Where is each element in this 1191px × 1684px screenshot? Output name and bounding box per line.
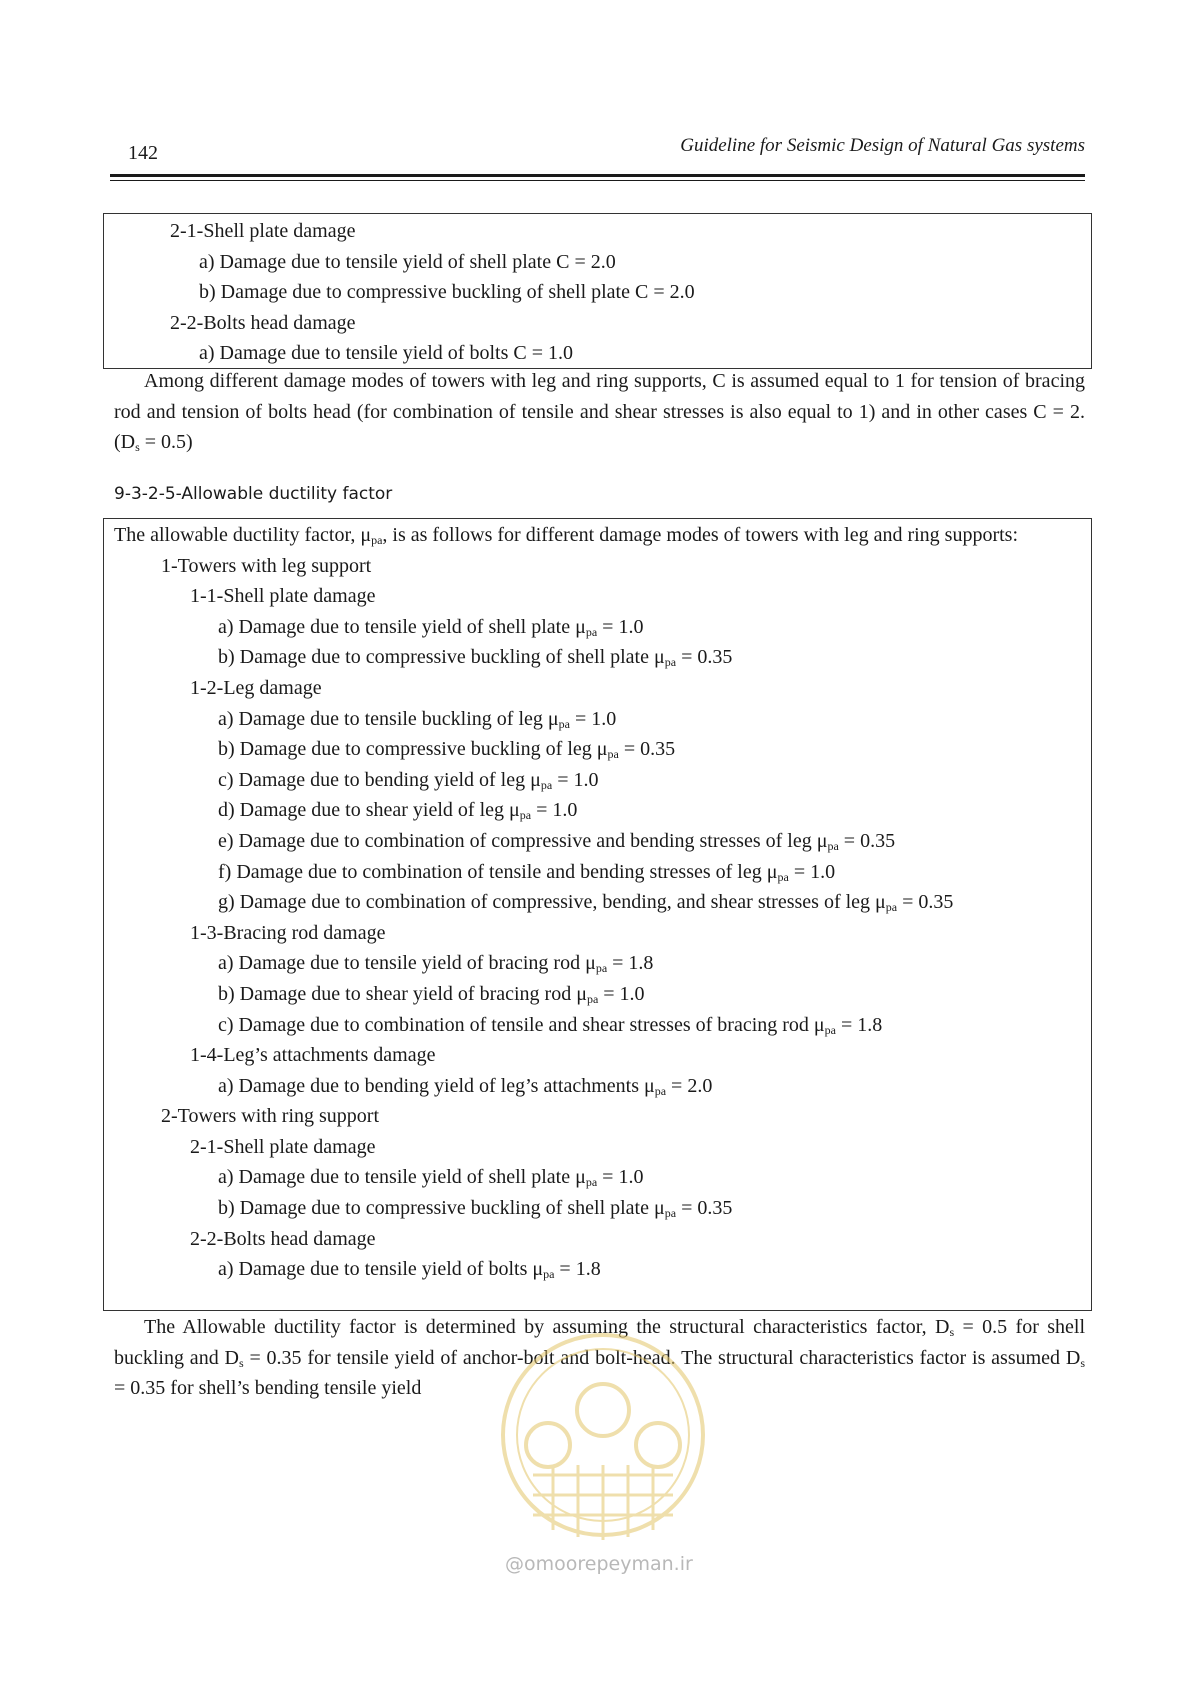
box2-line-text: 2-2-Bolts head damage — [190, 1227, 376, 1250]
header-rule-thin — [110, 180, 1085, 181]
mu-subscript: pa — [824, 1022, 836, 1037]
para1-text: Among different damage modes of towers with leg and ring supports, C is assumed equal to 1 for tension of bracing rod and tension of bolts head (for combination of tensile and shear stresses is also equal to 1) and in other cases C = 2. (D — [114, 370, 1085, 453]
mu-subscript: pa — [540, 777, 553, 792]
mu-subscript: pa — [607, 747, 619, 762]
box2-line-text: a) Damage due to tensile yield of shell plate — [218, 1166, 576, 1189]
box2-line-value: = 0.35 — [676, 1197, 733, 1220]
box2-line — [104, 1162, 1091, 1193]
mu-symbol: μ — [575, 615, 586, 638]
box2-line-value: = 0.35 — [897, 891, 954, 914]
gear-emblem-icon — [493, 1315, 713, 1565]
box2-line — [104, 612, 1091, 643]
box2-line-value: = 1.8 — [835, 1013, 883, 1036]
mu-symbol: μ — [643, 1074, 655, 1097]
box2-line-text: b) Damage due to compressive buckling of shell plate — [218, 646, 654, 669]
box2-line-text: 1-1-Shell plate damage — [190, 585, 376, 608]
para1-tail: = 0.5) — [139, 431, 193, 453]
box2-line-text: a) Damage due to bending yield of leg’s attachments — [218, 1074, 644, 1097]
box2-line — [104, 765, 1091, 796]
box2-line-text: f) Damage due to combination of tensile and bending stresses of leg — [218, 860, 767, 883]
box2-line — [104, 551, 1091, 582]
watermark-url: @omoorepeyman.ir — [505, 1553, 693, 1575]
mu-symbol: μ — [654, 1197, 665, 1220]
box1-line: a) Damage due to tensile yield of shell plate C = 2.0 — [199, 250, 616, 273]
running-title: Guideline for Seismic Design of Natural Gas systems — [680, 135, 1085, 156]
box1-line: a) Damage due to tensile yield of bolts C = 1.0 — [199, 342, 573, 365]
mu-symbol: μ — [576, 982, 587, 1005]
box2-line-value: = 1.8 — [607, 952, 654, 975]
section-heading: 9-3-2-5-Allowable ductility factor — [114, 484, 393, 504]
box2-line-value: = 1.0 — [788, 860, 836, 883]
box2-line — [104, 979, 1091, 1010]
box1-line: 2-2-Bolts head damage — [170, 311, 356, 334]
box2-line — [104, 1193, 1091, 1224]
box2-line-value: = 1.0 — [552, 768, 599, 791]
box-ductility-factors — [103, 518, 1092, 1311]
box2-line-text: c) Damage due to bending yield of leg — [218, 768, 531, 791]
mu-symbol: μ — [547, 707, 559, 730]
box2-line-text: a) Damage due to tensile yield of bolts — [218, 1258, 533, 1281]
box2-line — [104, 642, 1091, 673]
box2-line — [104, 1071, 1091, 1102]
mu-symbol: μ — [816, 829, 828, 852]
mu-subscript: pa — [585, 1175, 598, 1190]
paragraph-c-explanation — [114, 366, 1085, 458]
mu-subscript: pa — [885, 900, 898, 915]
box2-line — [104, 673, 1091, 704]
para2-sub3: s — [1080, 1355, 1085, 1370]
para2-sub1: s — [949, 1325, 955, 1339]
box2-line — [104, 1132, 1091, 1163]
box2-line — [104, 581, 1091, 612]
mu-subscript: pa — [558, 716, 570, 731]
box2-line — [104, 795, 1091, 826]
page-number: 142 — [128, 142, 158, 164]
header-rule-thick — [110, 174, 1085, 177]
box2-line-text: 1-Towers with leg support — [161, 554, 372, 577]
box2-line-text: a) Damage due to tensile yield of bracing rod — [218, 952, 586, 975]
box2-line — [104, 1254, 1091, 1285]
mu-subscript: pa — [586, 991, 599, 1006]
box2-line-value: = 0.35 — [618, 738, 676, 761]
mu-symbol: μ — [596, 738, 608, 761]
para1-sub: s — [135, 440, 140, 454]
mu-symbol: μ — [575, 1166, 586, 1189]
para2-sub2: s — [238, 1355, 244, 1370]
box2-line — [104, 948, 1091, 979]
box2-line — [104, 918, 1091, 949]
box2-line — [104, 1224, 1091, 1255]
box2-line-text: d) Damage due to shear yield of leg — [218, 799, 510, 822]
box2-line-text: a) Damage due to tensile yield of shell plate — [218, 615, 576, 638]
box2-line — [104, 734, 1091, 765]
mu-symbol: μ — [654, 646, 665, 669]
box1-line: 2-1-Shell plate damage — [170, 220, 356, 242]
box2-line-value: = 1.0 — [597, 1166, 644, 1189]
box2-line — [104, 1040, 1091, 1071]
mu-symbol: μ — [766, 860, 778, 883]
box2-line-value: = 1.0 — [598, 982, 645, 1005]
box2-lines — [104, 551, 1091, 1285]
box2-line — [104, 857, 1091, 888]
mu-subscript: pa — [777, 869, 789, 884]
box2-line — [104, 1010, 1091, 1041]
box2-line — [104, 826, 1091, 857]
mu-symbol: μ — [875, 891, 886, 914]
box2-line-text: a) Damage due to tensile buckling of leg — [218, 707, 548, 730]
box1-line: b) Damage due to compressive buckling of shell plate C = 2.0 — [199, 281, 695, 304]
box2-line — [104, 887, 1091, 918]
mu-subscript: pa — [664, 655, 677, 670]
mu-subscript: pa — [543, 1267, 555, 1282]
mu-subscript: pa — [827, 838, 839, 853]
mu-symbol: μ — [532, 1258, 544, 1281]
box2-line-text: b) Damage due to shear yield of bracing rod — [218, 982, 577, 1005]
box2-line-text: 2-1-Shell plate damage — [190, 1135, 376, 1158]
box2-line-text: 1-2-Leg damage — [190, 676, 322, 699]
box-damage-c-values — [103, 213, 1092, 369]
box2-intro-b: , is as follows for different damage modes of towers with leg and ring supports: — [382, 524, 1019, 546]
para2-d: = 0.35 for shell’s bending tensile yield — [114, 1377, 422, 1399]
mu-subscript: pa — [585, 624, 598, 639]
box2-line-text: b) Damage due to compressive buckling of leg — [218, 738, 597, 761]
box2-line-value: = 1.0 — [597, 615, 644, 638]
mu-subscript: pa — [654, 1083, 667, 1098]
mu-subscript: pa — [595, 961, 608, 976]
box2-line-value: = 0.35 — [838, 829, 896, 852]
mu-subscript: pa — [519, 808, 532, 823]
mu-symbol: μ — [813, 1013, 825, 1036]
box2-line-text: 1-3-Bracing rod damage — [190, 921, 386, 944]
mu-subscript: pa — [664, 1206, 677, 1221]
box2-line-text: 2-Towers with ring support — [161, 1105, 380, 1128]
box2-line-value: = 1.0 — [531, 799, 578, 822]
box2-line-value: = 0.35 — [676, 646, 733, 669]
box2-intro-a: The allowable ductility factor, μ — [114, 524, 372, 546]
para2-a: The Allowable ductility factor is determined by assuming the structural characteristics factor, D — [144, 1316, 950, 1338]
box2-line — [104, 1101, 1091, 1132]
box2-line-text: g) Damage due to combination of compressive, bending, and shear stresses of leg — [218, 891, 876, 914]
box2-line-text: 1-4-Leg’s attachments damage — [190, 1044, 436, 1067]
box2-intro-sub: pa — [371, 533, 383, 547]
box2-line-value: = 1.0 — [569, 707, 617, 730]
box2-line — [104, 704, 1091, 735]
box2-line-text: c) Damage due to combination of tensile and shear stresses of bracing rod — [218, 1013, 814, 1036]
mu-symbol: μ — [530, 768, 541, 791]
para2-c: = 0.35 for tensile yield of anchor-bolt and bolt-head. The structural characteristics factor is assumed D — [243, 1346, 1081, 1369]
box2-line-text: b) Damage due to compressive buckling of shell plate — [218, 1197, 654, 1220]
para2-b: = 0.5 for shell buckling and D — [114, 1316, 1086, 1369]
box2-line-value: = 2.0 — [666, 1074, 713, 1097]
mu-symbol: μ — [585, 952, 596, 975]
box2-intro — [104, 520, 1091, 551]
box2-line-value: = 1.8 — [554, 1258, 601, 1281]
mu-symbol: μ — [509, 799, 520, 822]
box2-line-text: e) Damage due to combination of compressive and bending stresses of leg — [218, 829, 817, 852]
